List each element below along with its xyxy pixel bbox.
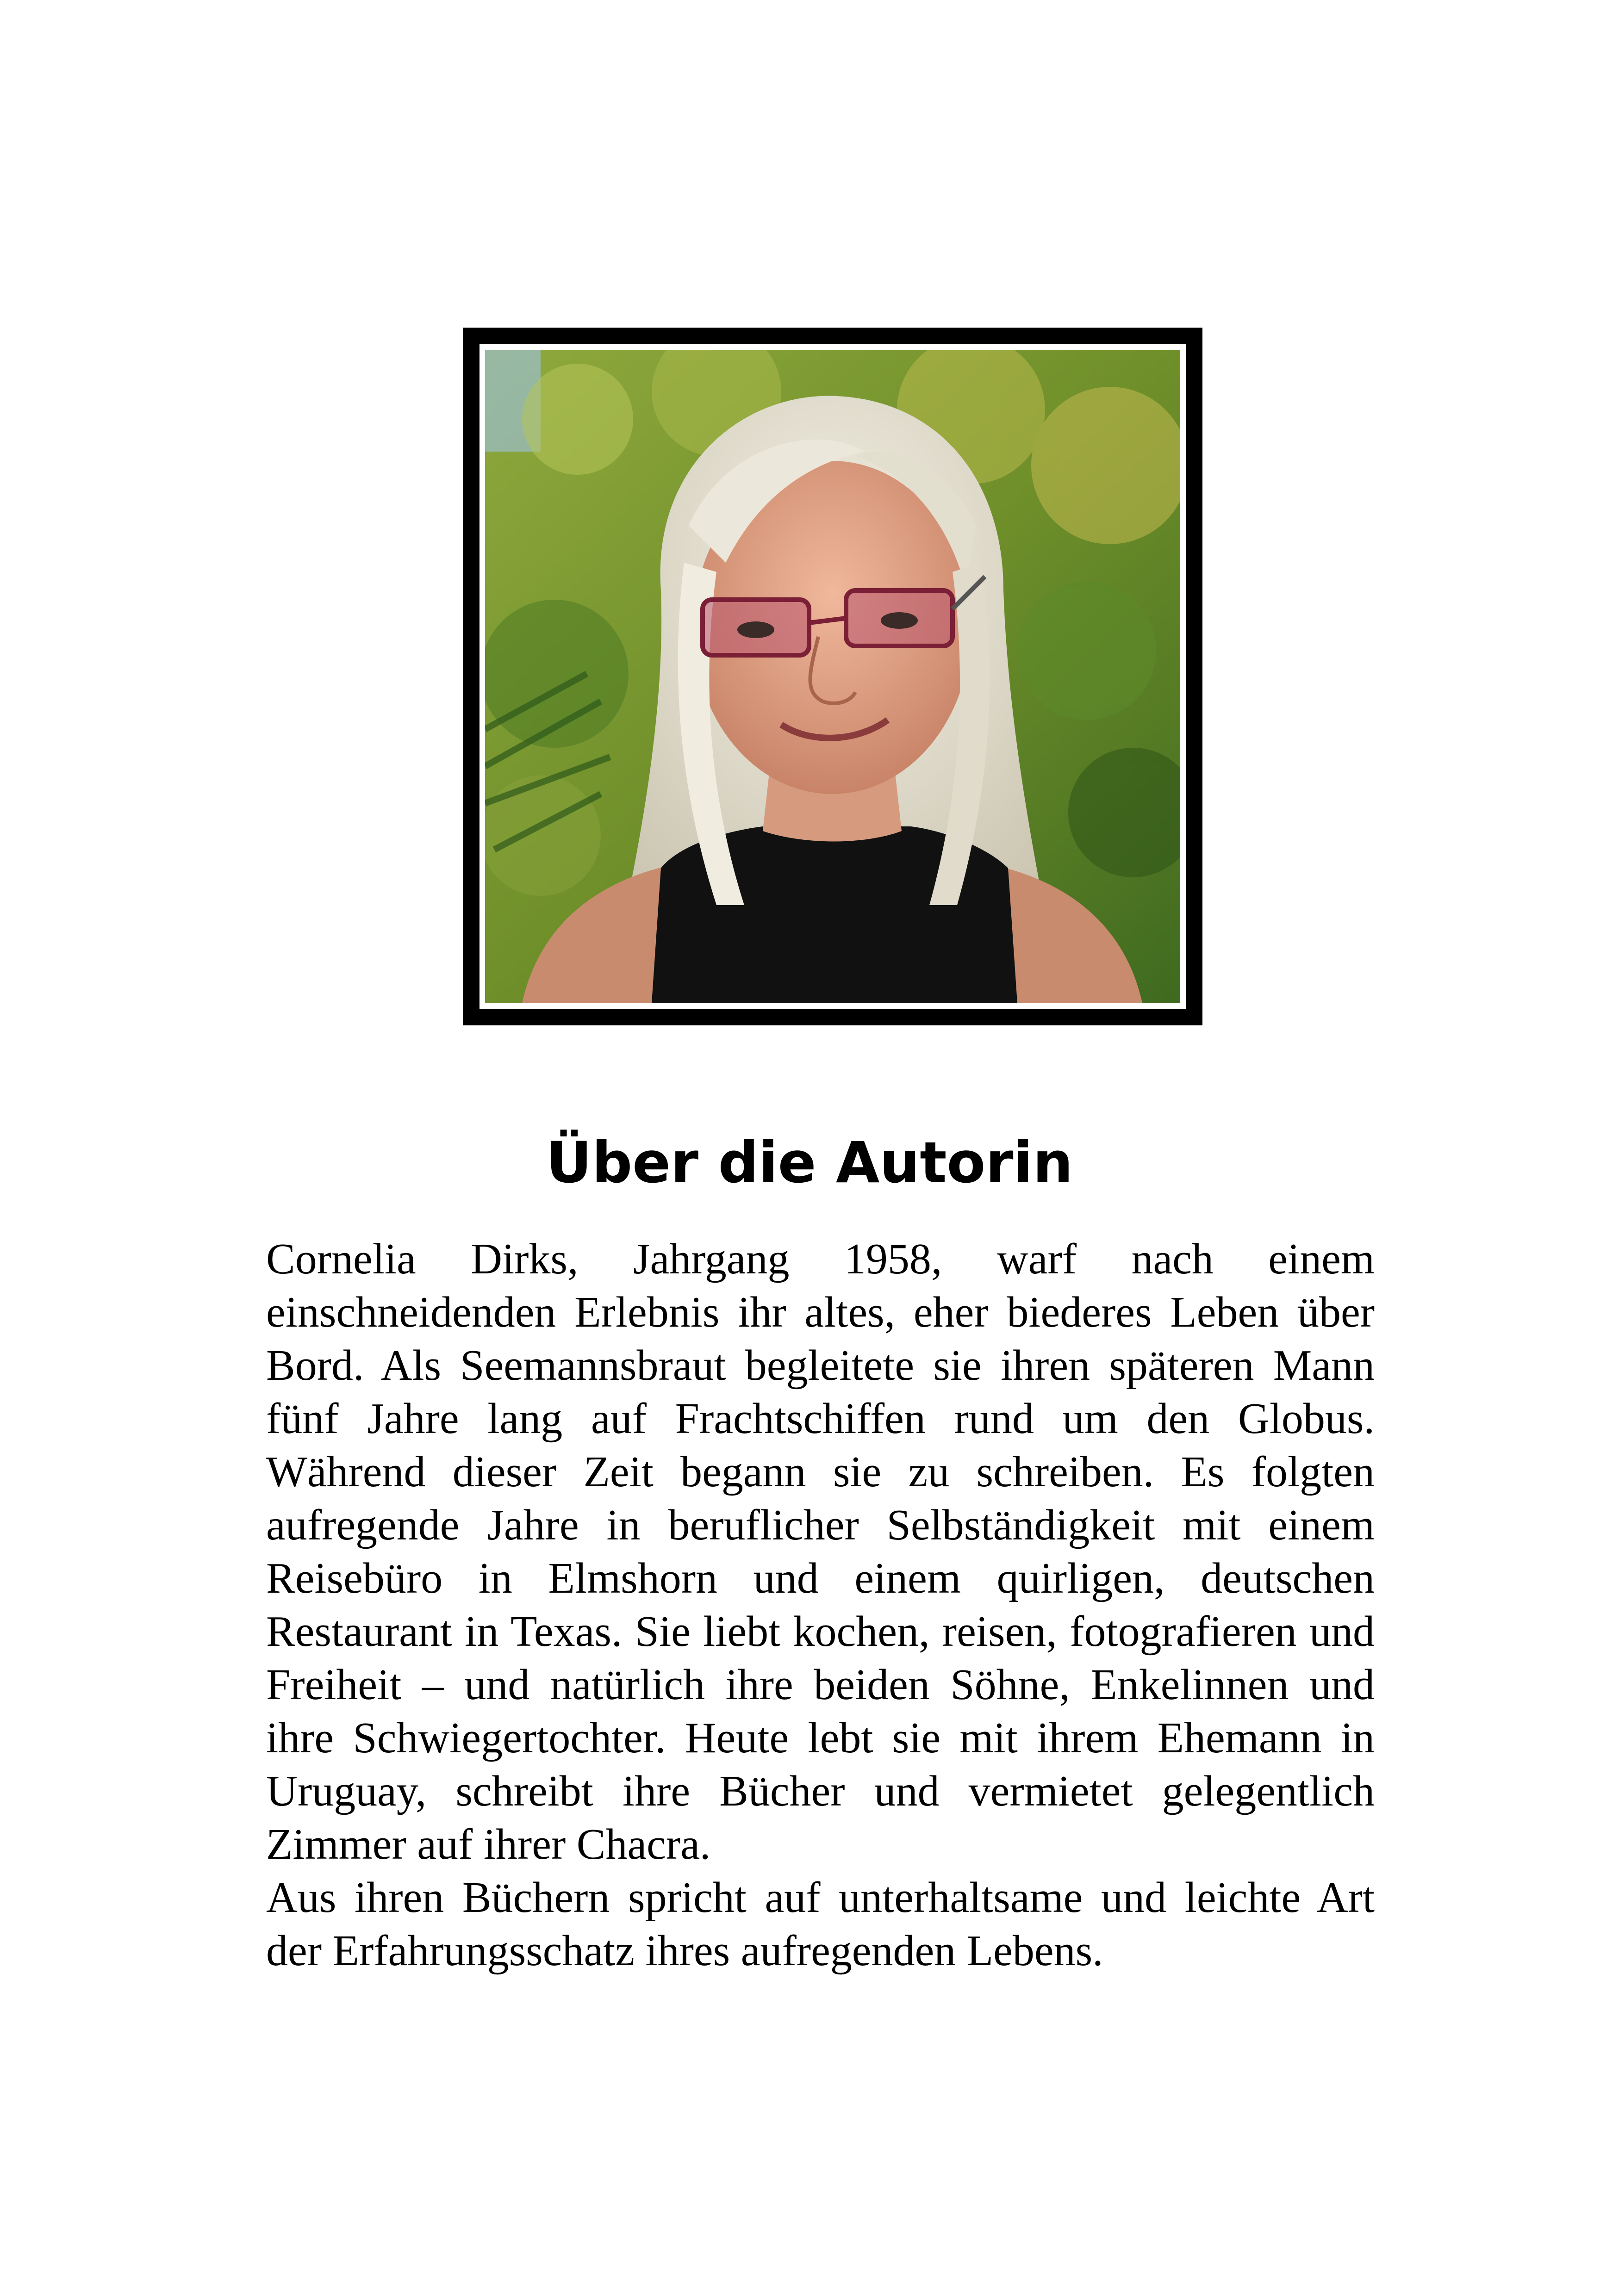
bio-paragraph-2: Aus ihren Büchern spricht auf unterhaltsame und leichte Art der Erfahrungsschatz ihres aufregenden Lebens. — [266, 1874, 1375, 1975]
author-bio — [266, 1233, 1375, 1978]
bio-paragraph-1: Cornelia Dirks, Jahrgang 1958, warf nach einem einschneidenden Erlebnis ihr altes, eher biederes Leben über Bord. Als Seemannsbraut begleitete sie ihren späteren Mann fünf Jahre lang auf Frachtschiffen rund um den Globus. Während dieser Zeit begann sie zu schreiben. Es folgten aufregende Jahre in beruflicher Selbständigkeit mit einem Reisebüro in Elmshorn und einem quirligen, deutschen Restaurant in Texas. Sie liebt kochen, reisen, fotografieren und Freiheit – und natürlich ihre beiden Söhne, Enkelinnen und ihre Schwiegertochter. Heute lebt sie mit ihrem Ehemann in Uruguay, schreibt ihre Bücher und vermietet gelegentlich Zimmer auf ihrer Chacra. — [266, 1235, 1375, 1868]
page-title: Über die Autorin — [546, 1130, 1073, 1196]
author-portrait-illustration — [485, 350, 1180, 1003]
author-portrait-photo — [485, 350, 1180, 1003]
photo-frame — [463, 328, 1202, 1025]
